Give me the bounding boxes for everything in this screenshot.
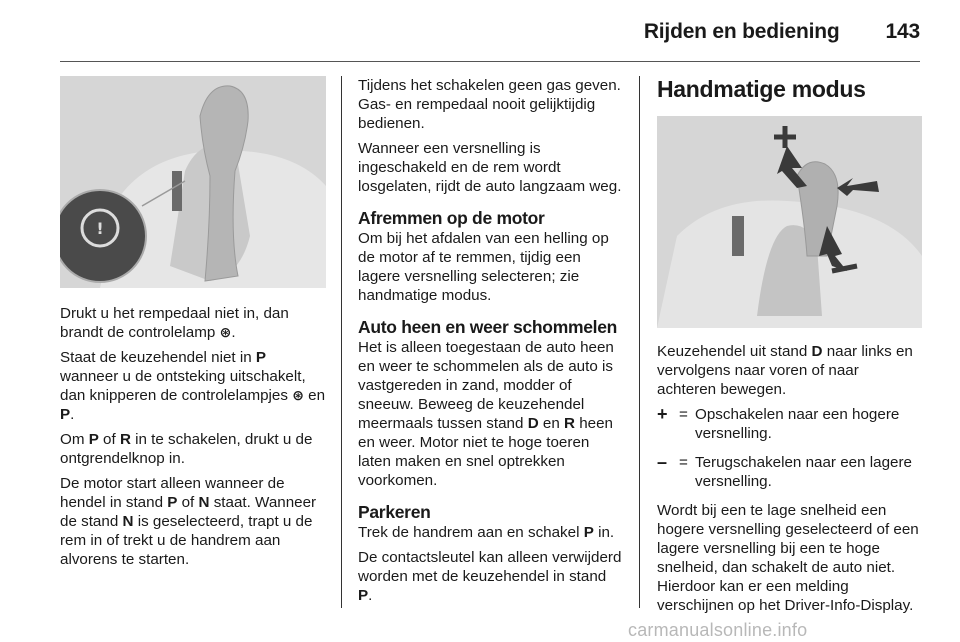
header-divider (60, 61, 920, 62)
column-divider-2 (639, 76, 640, 608)
column-3 (657, 76, 922, 621)
legend-upshift-text: Opschakelen naar een hogere versnelling. (695, 406, 900, 442)
paragraph-contactsleutel: De contactsleutel kan alleen verwijderd worden met de keuzehendel in stand P. (358, 549, 622, 604)
plus-icon: + (657, 404, 668, 424)
column-divider-1 (341, 76, 342, 608)
brake-lamp-icon: ⊛ (219, 324, 232, 340)
svg-text:!: ! (96, 219, 104, 238)
paragraph-parkeren: Trek de handrem aan en schakel P in. (358, 524, 615, 541)
manual-mode-shifter-illustration (657, 116, 922, 328)
section-title: Handmatige modus (657, 76, 866, 102)
gear-selector-lamp-illustration (60, 76, 326, 288)
page-header-title: Rijden en bediening (643, 20, 840, 43)
paragraph-afremmen: Om bij het afdalen van een helling op de motor af te remmen, tijdig een lagere versnelling selecteren; zie handmatige modus. (358, 230, 609, 304)
page-header (644, 16, 920, 48)
heading-afremmen: Afremmen op de motor (358, 208, 545, 228)
col3-paragraph-2: Wordt bij een te lage snelheid een hogere versnelling geselecteerd of een lagere versnelling bij een te hoge snelheid, dan schakelt de auto niet. Hierdoor kan er een melding verschijnen op het Driver-Info-Display. (657, 502, 919, 614)
minus-icon: – (657, 452, 668, 472)
paragraph-schommelen: Het is alleen toegestaan de auto heen en weer te schommelen als de auto is vastgereden in zand, modder of sneeuw. Beweeg de keuzehendel meermaals tussen stand D en R heen en weer. Motor niet te hoge toeren laten maken en snel optrekken voorkomen. (358, 339, 614, 489)
legend-equals: = (679, 454, 688, 471)
legend-equals: = (679, 406, 688, 423)
col1-paragraph-1: Drukt u het rempedaal niet in, dan brandt de controlelamp ⊛. (60, 305, 289, 341)
legend-downshift-text: Terugschakelen naar een lagere versnelling. (695, 454, 912, 490)
heading-schommelen: Auto heen en weer schommelen (358, 317, 618, 337)
col2-paragraph-2: Wanneer een versnelling is ingeschakeld en de rem wordt losgelaten, rijdt de auto langzaam weg. (358, 140, 622, 195)
col1-paragraph-4: De motor start alleen wanneer de hendel in stand P of N staat. Wanneer de stand N is geselecteerd, trapt u de rem in of trekt u de handrem aan alvorens te starten. (60, 475, 317, 568)
page-number: 143 (885, 20, 920, 43)
heading-parkeren: Parkeren (358, 502, 431, 522)
legend-upshift (657, 405, 922, 443)
watermark: carmanualsonline.info (628, 620, 808, 640)
col1-paragraph-3: Om P of R in te schakelen, drukt u de ontgrendelknop in. (60, 431, 313, 467)
legend-downshift (657, 453, 922, 491)
col1-paragraph-2: Staat de keuzehendel niet in P wanneer u de ontsteking uitschakelt, dan knipperen de controlelampjes ⊛ en P. (60, 349, 326, 423)
column-1 (60, 76, 326, 575)
column-2 (358, 76, 624, 611)
col3-paragraph-1: Keuzehendel uit stand D naar links en vervolgens naar voren of naar achteren bewegen. (657, 343, 913, 398)
brake-lamp-icon: ⊛ (292, 387, 304, 403)
col2-paragraph-1: Tijdens het schakelen geen gas geven. Gas- en rempedaal nooit gelijktijdig bedienen. (358, 77, 621, 132)
